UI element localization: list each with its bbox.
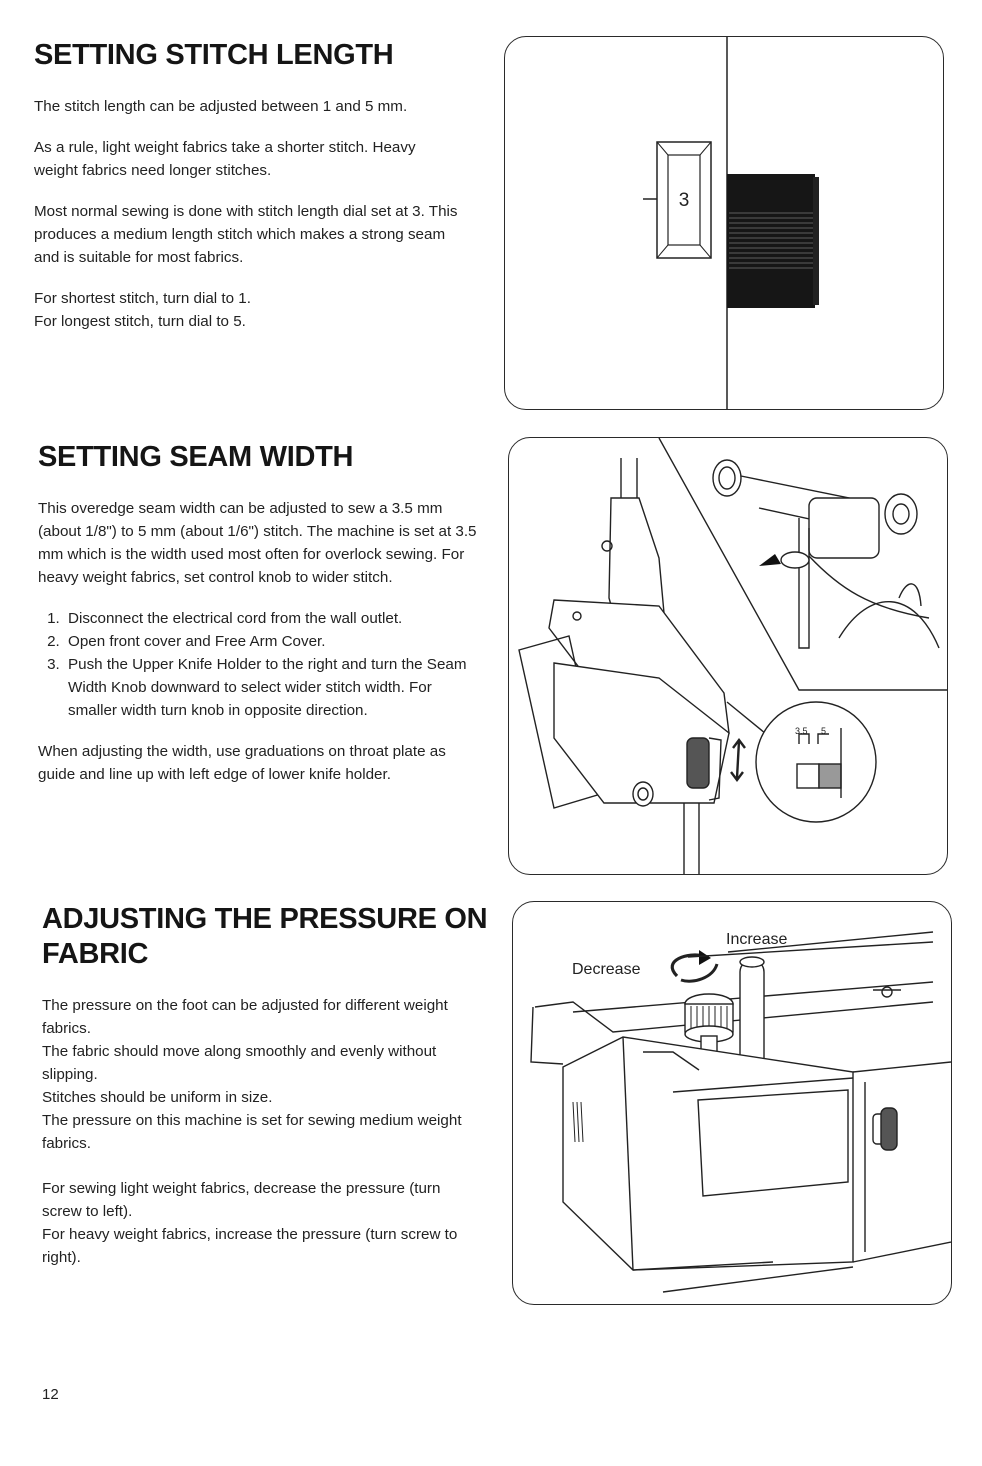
list-item: 1. Disconnect the electrical cord from the wall outlet. — [64, 607, 484, 630]
paragraph: When adjusting the width, use graduations on throat plate as guide and line up with left edge of lower knife holder. — [38, 743, 446, 783]
section-title-seam-width: SETTING SEAM WIDTH — [38, 441, 354, 473]
paragraph: This overedge seam width can be adjusted to sew a 3.5 mm (about 1/8") to 5 mm (about 1/6") stitch. The machine is set at 3.5 mm which is the width used most often for overlock sewing. For heavy weight fabrics, set control knob to wider stitch. — [38, 500, 477, 586]
pressure-paragraph-group — [42, 1177, 476, 1269]
dial-number: 3 — [678, 190, 690, 211]
section-pressure — [42, 902, 492, 1269]
pressure-paragraph-group — [42, 994, 472, 1155]
gauge-label: 5 — [821, 726, 827, 736]
stitch-dial-illustration — [505, 37, 943, 409]
pressure-illustration — [513, 902, 951, 1304]
figure-pressure — [512, 901, 952, 1305]
decrease-label: Decrease — [572, 961, 641, 978]
paragraph: The fabric should move along smoothly and evenly without slipping. — [42, 1043, 437, 1083]
page-number: 12 — [42, 1386, 59, 1403]
paragraph: For longest stitch, turn dial to 5. — [34, 313, 246, 330]
paragraph: The pressure on the foot can be adjusted for different weight fabrics. — [42, 997, 448, 1037]
paragraph: For heavy weight fabrics, increase the pressure (turn screw to right). — [42, 1226, 458, 1266]
section-seam-width — [38, 440, 488, 786]
paragraph: The pressure on this machine is set for sewing medium weight fabrics. — [42, 1112, 462, 1152]
paragraph: For shortest stitch, turn dial to 1. — [34, 290, 251, 307]
paragraph: The stitch length can be adjusted between 1 and 5 mm. — [34, 98, 408, 115]
figure-seam-width — [508, 437, 948, 875]
gauge-label: 3.5 — [795, 726, 808, 736]
list-item: 3. Push the Upper Knife Holder to the right and turn the Seam Width Knob downward to select wider stitch width. For smaller width turn knob in opposite direction. — [64, 653, 484, 722]
steps-list — [38, 607, 484, 722]
increase-label: Increase — [726, 931, 788, 948]
section-title-stitch-length: SETTING STITCH LENGTH — [34, 39, 394, 71]
paragraph: Stitches should be uniform in size. — [42, 1089, 273, 1106]
paragraph: For sewing light weight fabrics, decrease the pressure (turn screw to left). — [42, 1180, 441, 1220]
section-stitch-length — [34, 38, 484, 333]
section-title-pressure: ADJUSTING THE PRESSURE ON FABRIC — [42, 903, 488, 970]
list-item: 2. Open front cover and Free Arm Cover. — [64, 630, 484, 653]
paragraph: As a rule, light weight fabrics take a shorter stitch. Heavy weight fabrics need longer stitches. — [34, 139, 416, 179]
paragraph: Most normal sewing is done with stitch length dial set at 3. This produces a medium length stitch which makes a strong seam and is suitable for most fabrics. — [34, 203, 458, 266]
seam-width-illustration — [509, 438, 947, 874]
figure-stitch-length-dial — [504, 36, 944, 410]
